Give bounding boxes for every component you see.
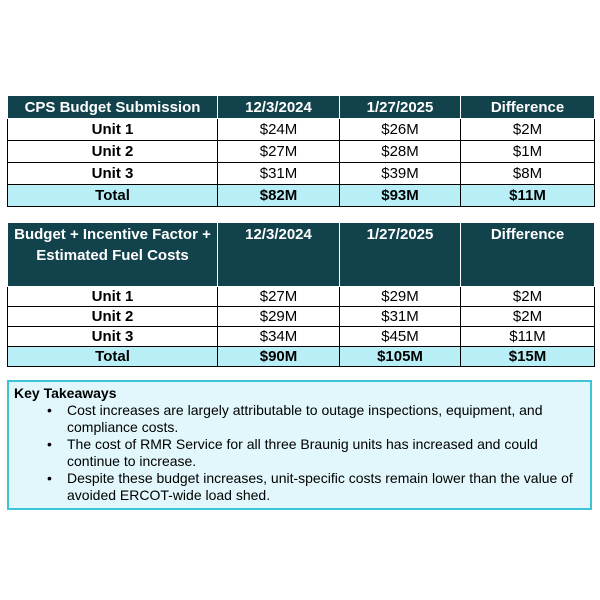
- table-cell: $11M: [461, 327, 595, 347]
- column-header: 12/3/2024: [218, 96, 340, 119]
- total-row: [8, 185, 595, 207]
- takeaways-list: [9, 402, 590, 504]
- table-row: [8, 163, 595, 185]
- table-row: [8, 327, 595, 347]
- table-cell: $45M: [340, 327, 461, 347]
- total-cell: $93M: [340, 185, 461, 207]
- table-row: [8, 287, 595, 307]
- table-cell: $27M: [218, 141, 340, 163]
- column-header: 1/27/2025: [340, 96, 461, 119]
- column-header: 12/3/2024: [218, 223, 340, 287]
- table-cell: $2M: [461, 119, 595, 141]
- table-cell: $2M: [461, 287, 595, 307]
- table-cell: $39M: [340, 163, 461, 185]
- row-label: Unit 3: [8, 327, 218, 347]
- table-cell: $8M: [461, 163, 595, 185]
- table-cell: $26M: [340, 119, 461, 141]
- column-header: 1/27/2025: [340, 223, 461, 287]
- table-header-row: [8, 96, 595, 119]
- table-row: [8, 307, 595, 327]
- row-label: Unit 2: [8, 307, 218, 327]
- total-cell: $105M: [340, 347, 461, 367]
- row-label: Unit 3: [8, 163, 218, 185]
- table-cell: $31M: [218, 163, 340, 185]
- total-cell: $11M: [461, 185, 595, 207]
- row-label: Unit 1: [8, 287, 218, 307]
- list-item: • The cost of RMR Service for all three Braunig units has increased and could continue to increase.: [67, 436, 590, 470]
- table-cell: $29M: [340, 287, 461, 307]
- table-cell: $27M: [218, 287, 340, 307]
- table-row: [8, 141, 595, 163]
- key-takeaways-title: Key Takeaways: [14, 385, 117, 401]
- row-label: Unit 1: [8, 119, 218, 141]
- total-cell: $82M: [218, 185, 340, 207]
- column-header: CPS Budget Submission: [8, 96, 218, 119]
- total-row: [8, 347, 595, 367]
- budget-incentive-fuel-table: [7, 222, 595, 367]
- table-cell: $29M: [218, 307, 340, 327]
- table-cell: $28M: [340, 141, 461, 163]
- cps-budget-table: [7, 95, 595, 207]
- total-cell: $90M: [218, 347, 340, 367]
- column-header: Difference: [461, 96, 595, 119]
- column-header: Difference: [461, 223, 595, 287]
- total-label: Total: [8, 185, 218, 207]
- table-cell: $34M: [218, 327, 340, 347]
- column-header: Budget + Incentive Factor + Estimated Fuel Costs: [8, 223, 218, 287]
- key-takeaways-box: [7, 380, 592, 510]
- table-cell: $2M: [461, 307, 595, 327]
- table-cell: $31M: [340, 307, 461, 327]
- row-label: Unit 2: [8, 141, 218, 163]
- table-cell: $1M: [461, 141, 595, 163]
- list-item: • Cost increases are largely attributable to outage inspections, equipment, and compliance costs.: [67, 402, 590, 436]
- total-label: Total: [8, 347, 218, 367]
- list-item: • Despite these budget increases, unit-specific costs remain lower than the value of avoided ERCOT-wide load shed.: [67, 470, 590, 504]
- table-header-row: [8, 223, 595, 287]
- table-row: [8, 119, 595, 141]
- total-cell: $15M: [461, 347, 595, 367]
- table-cell: $24M: [218, 119, 340, 141]
